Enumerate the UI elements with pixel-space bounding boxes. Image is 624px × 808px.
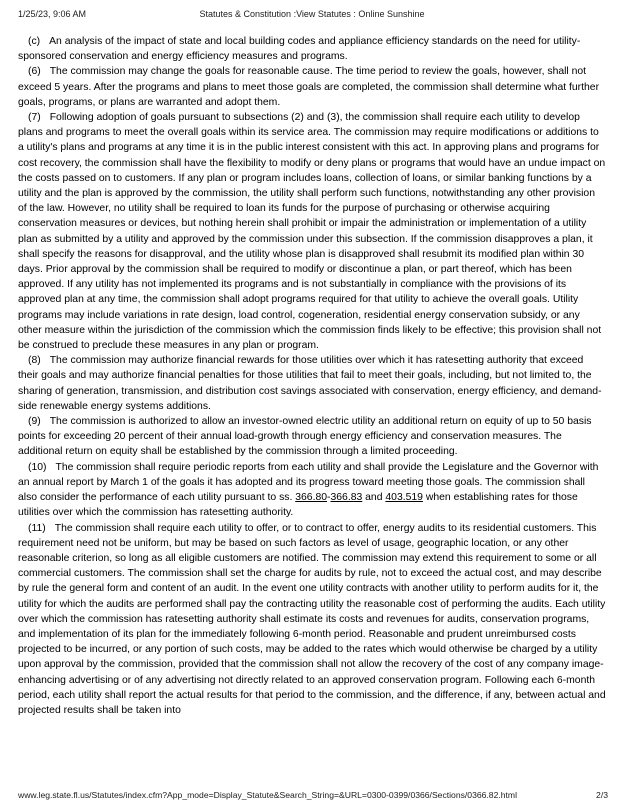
paragraph-number: (7) (28, 112, 41, 124)
statute-paragraph: (10) The commission shall require periodic reports from each utility and shall provide the Legislature and the Governor with an annual report by March 1 of the goals it has adopted and its progress toward meeting those goals. The commission shall also consider the performance of each utility pursuant to ss. 366.80-366.83 and 403.519 when establishing rates for those utilities over which the commission has ratesetting authority. (18, 461, 599, 519)
paragraph-number: (9) (28, 416, 41, 428)
paragraph-number: (8) (28, 355, 41, 367)
statute-paragraph: (c) An analysis of the impact of state and local building codes and appliance efficiency standards on the need for utility-sponsored conservation and energy efficiency measures and programs. (18, 36, 581, 63)
page-number: 2/3 (596, 790, 608, 800)
statute-link[interactable]: 366.83 (330, 492, 363, 504)
statute-paragraph: (6) The commission may change the goals for reasonable cause. The time period to review the goals, however, shall not exceed 5 years. After the programs and plans to meet those goals are completed, the commission shall determine what further goals, programs, or plans are warranted and adopt them. (18, 66, 600, 108)
statute-paragraph: (11) The commission shall require each utility to offer, or to contract to offer, energy audits to its residential customers. This requirement need not be uniform, but may be based on such factors as level of usage, geographic location, or any other reasonable criterion, so long as all eligible customers are notified. The commission may extend this requirement to some or all commercial customers. The commission shall set the charge for audits by rule, not to exceed the actual cost, and may describe by rule the general form and content of an audit. In the event one utility contracts with another utility to perform audits for it, the utility for which the audits are performed shall pay the contracting utility the reasonable cost of performing the audits. Each utility over which the commission has ratesetting authority shall estimate its costs and revenues for audits, conservation programs, and implementation of its plan for the immediately following 6-month period. Reasonable and prudent unreimbursed costs projected to be incurred, or any portion of such costs, may be added to the rates which would otherwise be charged by a utility upon approval by the commission, provided that the commission shall not allow the recovery of the cost of any company image-enhancing advertising or of any advertising not directly related to an approved conservation program. Following each 6-month period, each utility shall report the actual results for that period to the commission, and the difference, if any, between actual and projected results shall be taken into (18, 522, 606, 716)
print-footer (18, 790, 608, 800)
print-title: Statutes & Constitution :View Statutes : Online Sunshine (199, 9, 425, 19)
print-header (0, 9, 624, 23)
statute-link[interactable]: 366.80 (295, 492, 328, 504)
statute-link[interactable]: 403.519 (385, 492, 423, 504)
statute-paragraph: (8) The commission may authorize financial rewards for those utilities over which it has ratesetting authority that exceed their goals and may authorize financial penalties for those utilities that fail to meet their goals, including, but not limited to, the sharing of generation, transmission, and distribution cost savings associated with conservation, energy efficiency, and demand-side renewable energy systems additions. (18, 355, 602, 412)
paragraph-number: (11) (28, 522, 46, 534)
statute-paragraph: (9) The commission is authorized to allow an investor-owned electric utility an additional return on equity of up to 50 basis points for exceeding 20 percent of their annual load-growth through energy efficiency and conservation measures. The additional return on equity shall be established by the commission through a limited proceeding. (18, 416, 592, 458)
print-date: 1/25/23, 9:06 AM (18, 9, 87, 19)
paragraph-number: (10) (28, 461, 47, 473)
statute-paragraph: (7) Following adoption of goals pursuant to subsections (2) and (3), the commission shall require each utility to develop plans and programs to meet the overall goals within its service area. The commission may require modifications or additions to a utility's plans and programs at any time it is in the public interest consistent with this act. In approving plans and programs for cost recovery, the commission shall have the flexibility to modify or deny plans or programs that would have an undue impact on the costs passed on to customers. If any plan or program includes loans, collection of loans, or similar banking functions by a utility and the plan is approved by the commission, the utility shall perform such functions, notwithstanding any other provision of the law. However, no utility shall be required to loan its funds for the purpose of purchasing or otherwise acquiring conservation measures or devices, but nothing herein shall prohibit or impair the administration or implementation of a utility plan as submitted by a utility and approved by the commission under this subsection. If the commission disapproves a plan, it shall specify the reasons for disapproval, and the utility whose plan is disapproved shall resubmit its modified plan within 30 days. Prior approval by the commission shall be required to modify or discontinue a plan, or part thereof, which has been approved. If any utility has not implemented its programs and is not substantially in compliance with the provisions of its approved plan at any time, the commission shall adopt programs required for that utility to achieve the overall goals. Utility programs may include variations in rate design, load control, cogeneration, residential energy conservation subsidy, or any other measure within the jurisdiction of the commission which the commission finds likely to be effective; this provision shall not be construed to preclude these measures in any plan or program. (18, 112, 606, 352)
statute-body (18, 34, 606, 718)
paragraph-number: (c) (28, 36, 41, 47)
paragraph-number: (6) (28, 66, 41, 78)
footer-url: www.leg.state.fl.us/Statutes/index.cfm?App_mode=Display_Statute&Search_String=&URL=0300-0399/0366/Sections/0366.82.html (18, 790, 517, 800)
